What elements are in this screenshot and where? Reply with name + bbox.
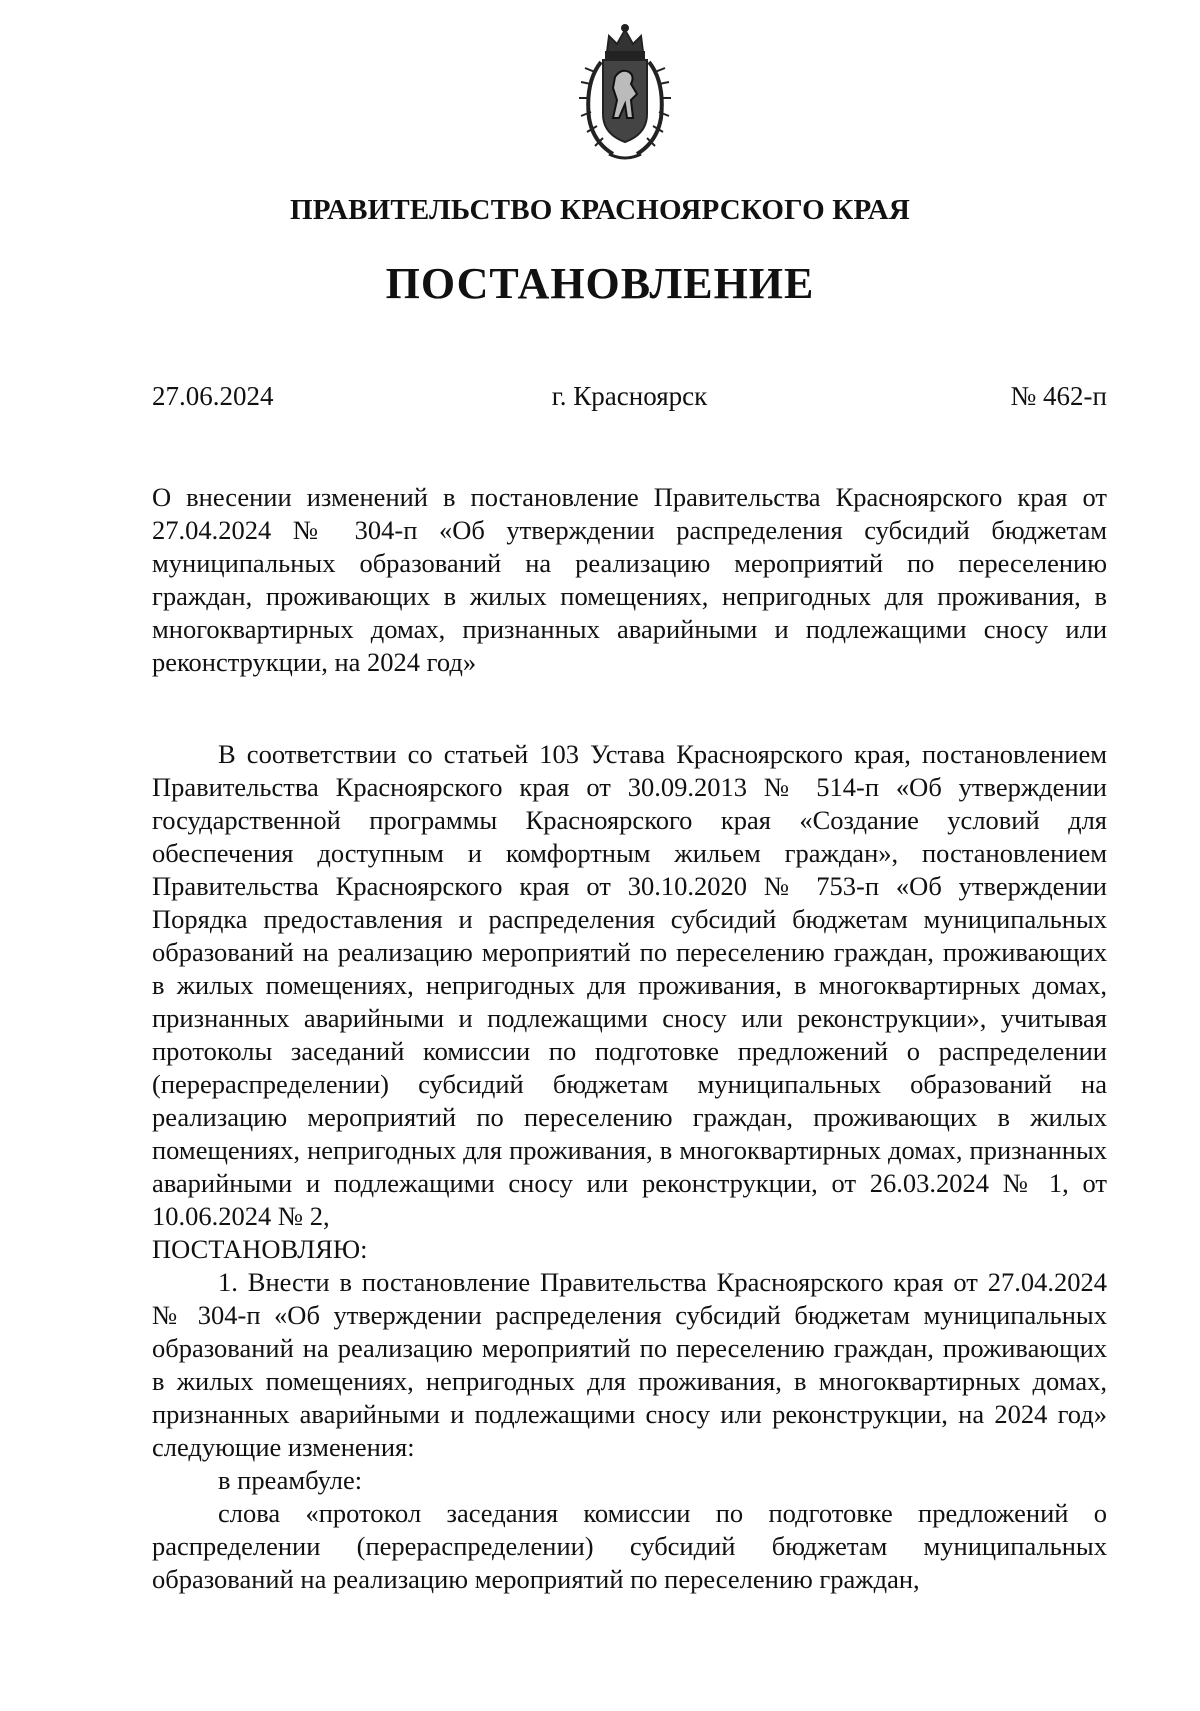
- document-meta-row: [152, 381, 1107, 417]
- document-date: 27.06.2024: [152, 381, 274, 411]
- document-city: г. Красноярск: [551, 381, 708, 411]
- document-number: № 462-п: [1010, 381, 1107, 411]
- in-preamble-paragraph: в преамбуле:: [218, 1465, 363, 1495]
- words-paragraph: слова «протокол заседания комиссии по подготовке предложений о распределении (перераспределении) субсидий бюджетам муниципальных образований на реализацию мероприятий по переселению граждан,: [152, 1498, 1107, 1594]
- document-body: [152, 738, 1107, 1596]
- document-type-heading: ПОСТАНОВЛЕНИЕ: [385, 259, 815, 308]
- coat-of-arms-emblem: [573, 22, 677, 164]
- organization-name: ПРАВИТЕЛЬСТВО КРАСНОЯРСКОГО КРАЯ: [289, 194, 911, 226]
- preamble-paragraph: В соответствии со статьей 103 Устава Красноярского края, постановлением Правительства Красноярского края от 30.09.2013 № 514-п «Об утверждении государственной программы Красноярского края «Создание условий для обеспечения доступным и комфортным жильем граждан», постановлением Правительства Красноярского края от 30.10.2020 № 753-п «Об утверждении Порядка предоставления и распределения субсидий бюджетам муниципальных образований на реализацию мероприятий по переселению граждан, проживающих в жилых помещениях, непригодных для проживания, в многоквартирных домах, признанных аварийными и подлежащими сносу или реконструкции», учитывая протоколы заседаний комиссии по подготовке предложений о распределении (перераспределении) субсидий бюджетам муниципальных образований на реализацию мероприятий по переселению граждан, проживающих в жилых помещениях, непригодных для проживания, в многоквартирных домах, признанных аварийными и подлежащими сносу или реконструкции, от 26.03.2024 № 1, от 10.06.2024 № 2,: [152, 739, 1107, 1231]
- decree-word: ПОСТАНОВЛЯЮ:: [152, 1234, 368, 1264]
- item-1-paragraph: 1. Внести в постановление Правительства Красноярского края от 27.04.2024 № 304-п «Об утверждении распределения субсидий бюджетам муниципальных образований на реализацию мероприятий по переселению граждан, проживающих в жилых помещениях, непригодных для проживания, в многоквартирных домах, признанных аварийными и подлежащими сносу или реконструкции, на 2024 год» следующие изменения:: [152, 1267, 1107, 1462]
- document-title: О внесении изменений в постановление Правительства Красноярского края от 27.04.2024 № 304-п «Об утверждении распределения субсидий бюджетам муниципальных образований на реализацию мероприятий по переселению граждан, проживающих в жилых помещениях, непригодных для проживания, в многоквартирных домах, признанных аварийными и подлежащими сносу или реконструкции, на 2024 год»: [152, 482, 1107, 677]
